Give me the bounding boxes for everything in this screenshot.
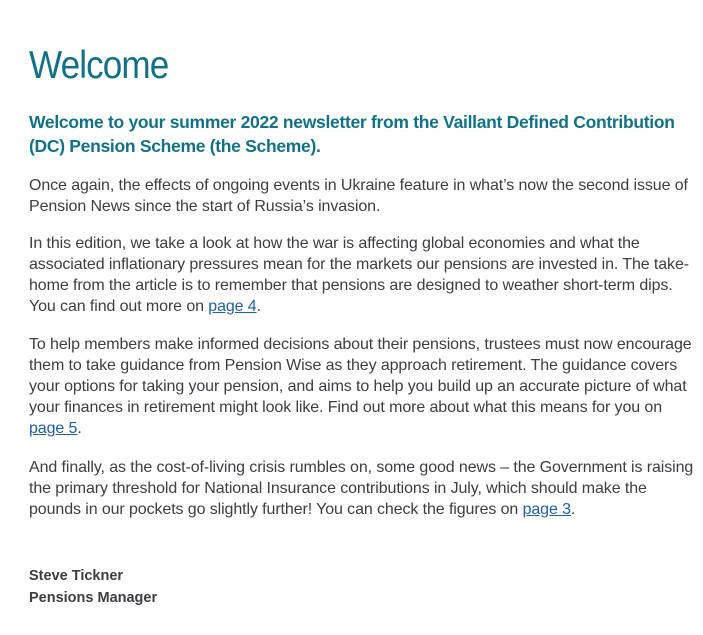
paragraph-national-insurance (29, 457, 694, 520)
paragraph-war-economies (29, 233, 694, 317)
paragraph-text: And finally, as the cost-of-living crisis rumbles on, some good news – the Government is raising the primary threshold for National Insurance contributions in July, which should make the pounds in our pockets go slightly further! You can check the figures on (29, 459, 694, 518)
signoff-role: Pensions Manager (29, 590, 158, 606)
signoff-name: Steve Tickner (29, 568, 124, 584)
page-3-link[interactable]: page 3 (522, 501, 571, 518)
paragraph-text-end: . (77, 420, 82, 437)
paragraph-text-end: . (256, 298, 261, 315)
paragraph-ukraine (29, 175, 694, 217)
signoff (29, 565, 157, 609)
page-title: Welcome (29, 44, 169, 87)
paragraph-text: To help members make informed decisions about their pensions, trustees must now encourage them to take guidance from Pension Wise as they approach retirement. The guidance covers your options for taking your pension, and aims to help you build up an accurate picture of what your finances in retirement might look like. Find out more about what this means for you on (29, 336, 692, 416)
page-4-link[interactable]: page 4 (208, 298, 257, 315)
paragraph-text-end: . (570, 501, 576, 518)
page-5-link[interactable]: page 5 (29, 420, 78, 437)
paragraph-pension-wise (29, 334, 694, 439)
paragraph-text: In this edition, we take a look at how the war is affecting global economies and what the associated inflationary pressures mean for the markets our pensions are invested in. The take-home from the article is to remember that pensions are designed to weather short-term dips. You can find out more on (29, 235, 689, 315)
paragraph-text: Once again, the effects of ongoing events in Ukraine feature in what’s now the second issue of Pension News since the start of Russia’s invasion. (29, 177, 688, 215)
intro-heading: Welcome to your summer 2022 newsletter from the Vaillant Defined Contribution (DC) Pension Scheme (the Scheme). (29, 112, 675, 156)
